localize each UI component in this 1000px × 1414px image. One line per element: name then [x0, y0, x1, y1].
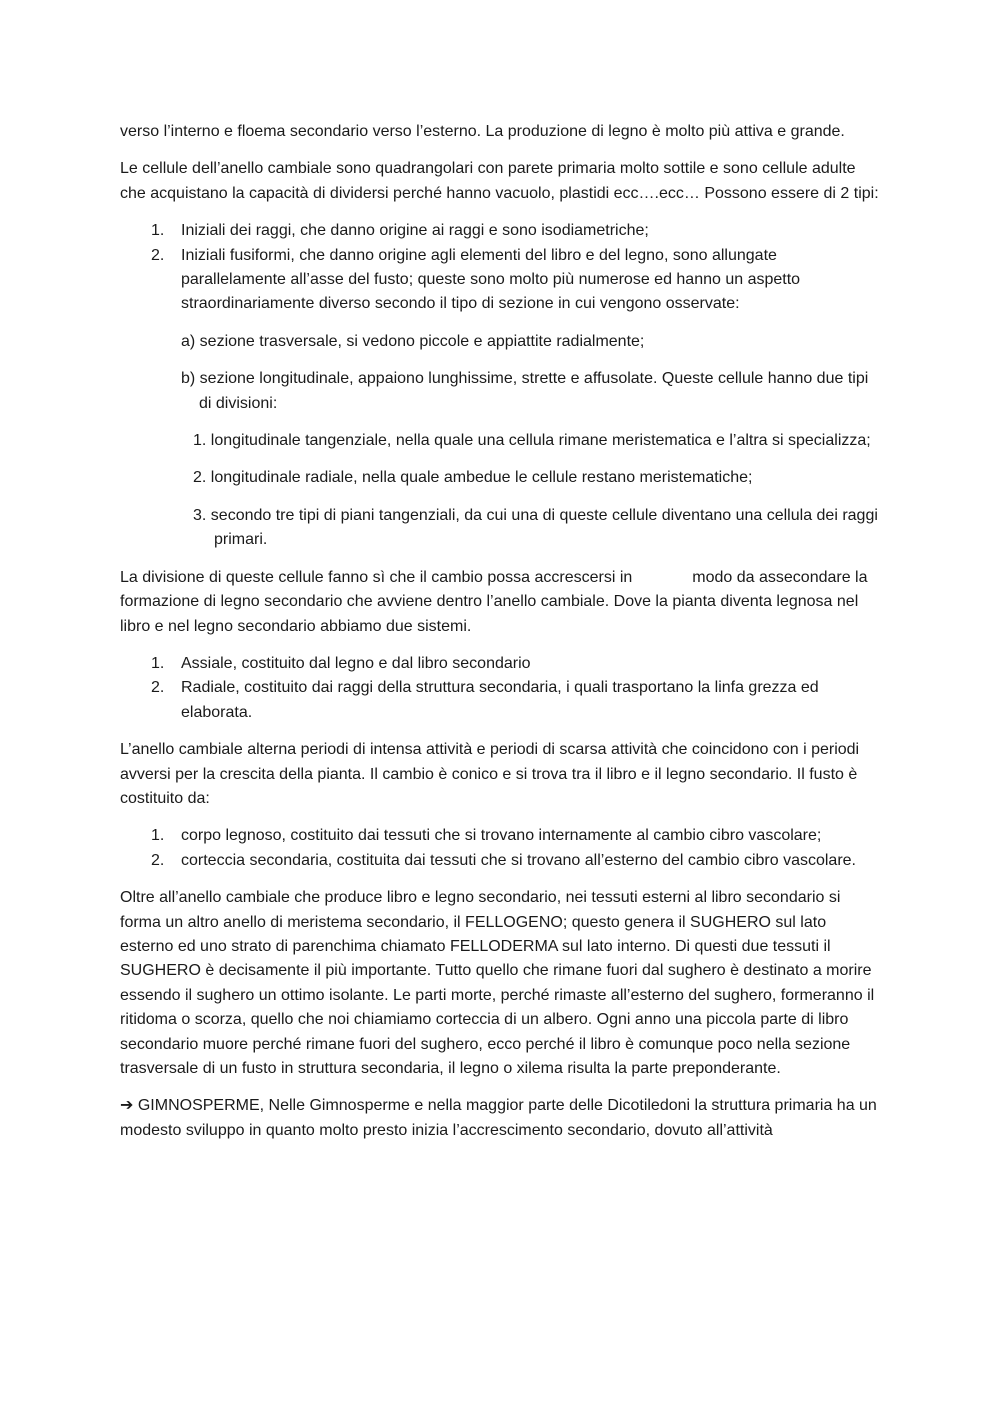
document-page	[120, 120, 880, 1156]
division-item-1: 1. longitudinale tangenziale, nella quale una cellula rimane meristematica e l’altra si specializza;	[193, 432, 871, 450]
division-item-3: 3. secondo tre tipi di piani tangenziali, da cui una di queste cellule diventano una cellula dei raggi primari.	[193, 506, 878, 549]
paragraph-anello-cambiale: Le cellule dell’anello cambiale sono quadrangolari con parete primaria molto sottile e sono cellule adulte che acquistano la capacità di dividersi perché hanno vacuolo, plastidi ecc….ecc… Possono essere di 2 tipi:	[120, 160, 879, 202]
sub-item-a: a) sezione trasversale, si vedono piccole e appiattite radialmente;	[181, 332, 645, 350]
list-sistemi	[120, 652, 880, 725]
list-item: 1. Assiale, costituito dal legno e dal libro secondario	[151, 654, 531, 672]
list-item: 2. corteccia secondaria, costituita dai tessuti che si trovano all’esterno del cambio cibro vascolare.	[151, 851, 856, 869]
list-item: 2. Radiale, costituito dai raggi della struttura secondaria, i quali trasportano la linfa grezza ed elaborata.	[151, 679, 819, 721]
paragraph-attivita: L’anello cambiale alterna periodi di intensa attività e periodi di scarsa attività che coincidono con i periodi avversi per la crescita della pianta. Il cambio è conico e si trova tra il libro e il legno secondario. Il fusto è costituito da:	[120, 741, 860, 807]
paragraph-fellogeno: Oltre all’anello cambiale che produce libro e legno secondario, nei tessuti esterni al libro secondario si forma un altro anello di meristema secondario, il FELLOGENO; questo genera il SUGHERO sul lato esterno ed uno strato di parenchima chiamato FELLODERMA sul lato interno. Di questi due tessuti il SUGHERO è decisamente il più importante. Tutto quello che rimane fuori dal sughero è destinato a morire essendo il sughero un ottimo isolante. Le parti morte, perché rimaste all’esterno del sughero, formeranno il ritidoma o scorza, quello che noi chiamiamo corteccia di un albero. Ogni anno una piccola parte di libro secondario muore perché rimane fuori del sughero, ecco perché il libro è comunque poco nella sezione trasversale di un fusto in struttura secondaria, il legno o xilema risulta la parte preponderante.	[120, 889, 875, 1077]
division-item-2: 2. longitudinale radiale, nella quale ambedue le cellule restano meristematiche;	[193, 469, 753, 487]
list-item: 1. Iniziali dei raggi, che danno origine ai raggi e sono isodiametriche;	[151, 222, 649, 240]
paragraph-gimnosperme: ➔ GIMNOSPERME, Nelle Gimnosperme e nella maggior parte delle Dicotiledoni la struttura primaria ha un modesto sviluppo in quanto molto presto inizia l’accrescimento secondario, dovuto all’attività	[120, 1097, 877, 1139]
list-fusto	[120, 824, 880, 873]
paragraph-floema: verso l’interno e floema secondario verso l’esterno. La produzione di legno è molto più attiva e grande.	[120, 123, 845, 140]
list-item: 1. corpo legnoso, costituito dai tessuti che si trovano internamente al cambio cibro vascolare;	[151, 827, 822, 845]
list-item: 2. Iniziali fusiformi, che danno origine agli elementi del libro e del legno, sono allungate parallelamente all’asse del fusto; queste sono molto più numerose ed hanno un aspetto straordinariamente diverso secondo il tipo di sezione in cui vengono osservate:	[151, 246, 801, 313]
list-iniziali	[120, 219, 880, 317]
sub-item-b: b) sezione longitudinale, appaiono lunghissime, strette e affusolate. Queste cellule hanno due tipi di divisioni:	[181, 370, 869, 412]
paragraph-divisione: La divisione di queste cellule fanno sì che il cambio possa accrescersi in modo da assecondare la formazione di legno secondario che avviene dentro l’anello cambiale. Dove la pianta diventa legnosa nel libro e nel legno secondario abbiamo due sistemi.	[120, 568, 868, 635]
